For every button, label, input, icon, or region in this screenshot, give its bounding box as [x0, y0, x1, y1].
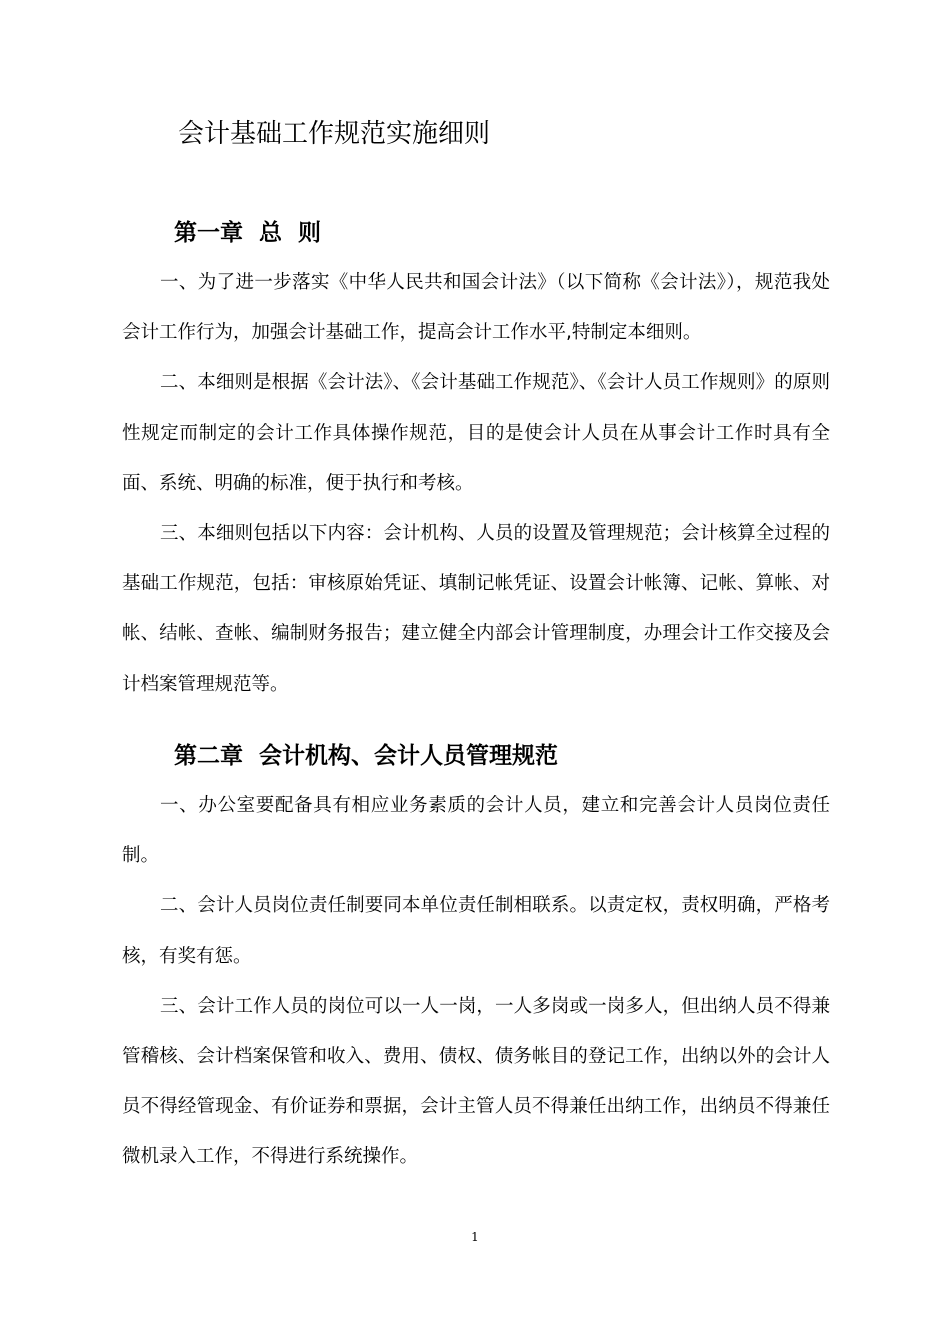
chapter-1-paragraph-3: 三、本细则包括以下内容：会计机构、人员的设置及管理规范；会计核算全过程的基础工作规范，包括：审核原始凭证、填制记帐凭证、设置会计帐簿、记帐、算帐、对帐、结帐、查帐、编制财务报告；建立健全内部会计管理制度，办理会计工作交接及会计档案管理规范等。 — [122, 523, 830, 695]
chapter-1-body — [122, 258, 830, 710]
page-number: 1 — [471, 1230, 479, 1244]
chapter-1-paragraph-2: 二、本细则是根据《会计法》、《会计基础工作规范》、《会计人员工作规则》的原则性规定而制定的会计工作具体操作规范，目的是使会计人员在从事会计工作时具有全面、系统、明确的标准，便于执行和考核。 — [122, 372, 830, 494]
chapter-2-paragraph-1: 一、办公室要配备具有相应业务素质的会计人员，建立和完善会计人员岗位责任制。 — [122, 795, 830, 867]
chapter-2-heading: 第二章 会计机构、会计人员管理规范 — [174, 743, 559, 769]
chapter-2-paragraph-3: 三、会计工作人员的岗位可以一人一岗，一人多岗或一岗多人，但出纳人员不得兼管稽核、会计档案保管和收入、费用、债权、债务帐目的登记工作，出纳以外的会计人员不得经管现金、有价证券和票据，会计主管人员不得兼任出纳工作，出纳员不得兼任微机录入工作，不得进行系统操作。 — [122, 995, 830, 1168]
chapter-1-heading: 第一章 总 则 — [174, 220, 322, 246]
chapter-2-paragraph-2: 二、会计人员岗位责任制要同本单位责任制相联系。以责定权，责权明确，严格考核，有奖有惩。 — [122, 895, 830, 967]
chapter-2-body — [122, 781, 830, 1183]
chapter-1-paragraph-1: 一、为了进一步落实《中华人民共和国会计法》（以下简称《会计法》），规范我处会计工作行为，加强会计基础工作，提高会计工作水平,特制定本细则。 — [122, 272, 830, 344]
document-title: 会计基础工作规范实施细则 — [178, 119, 491, 149]
